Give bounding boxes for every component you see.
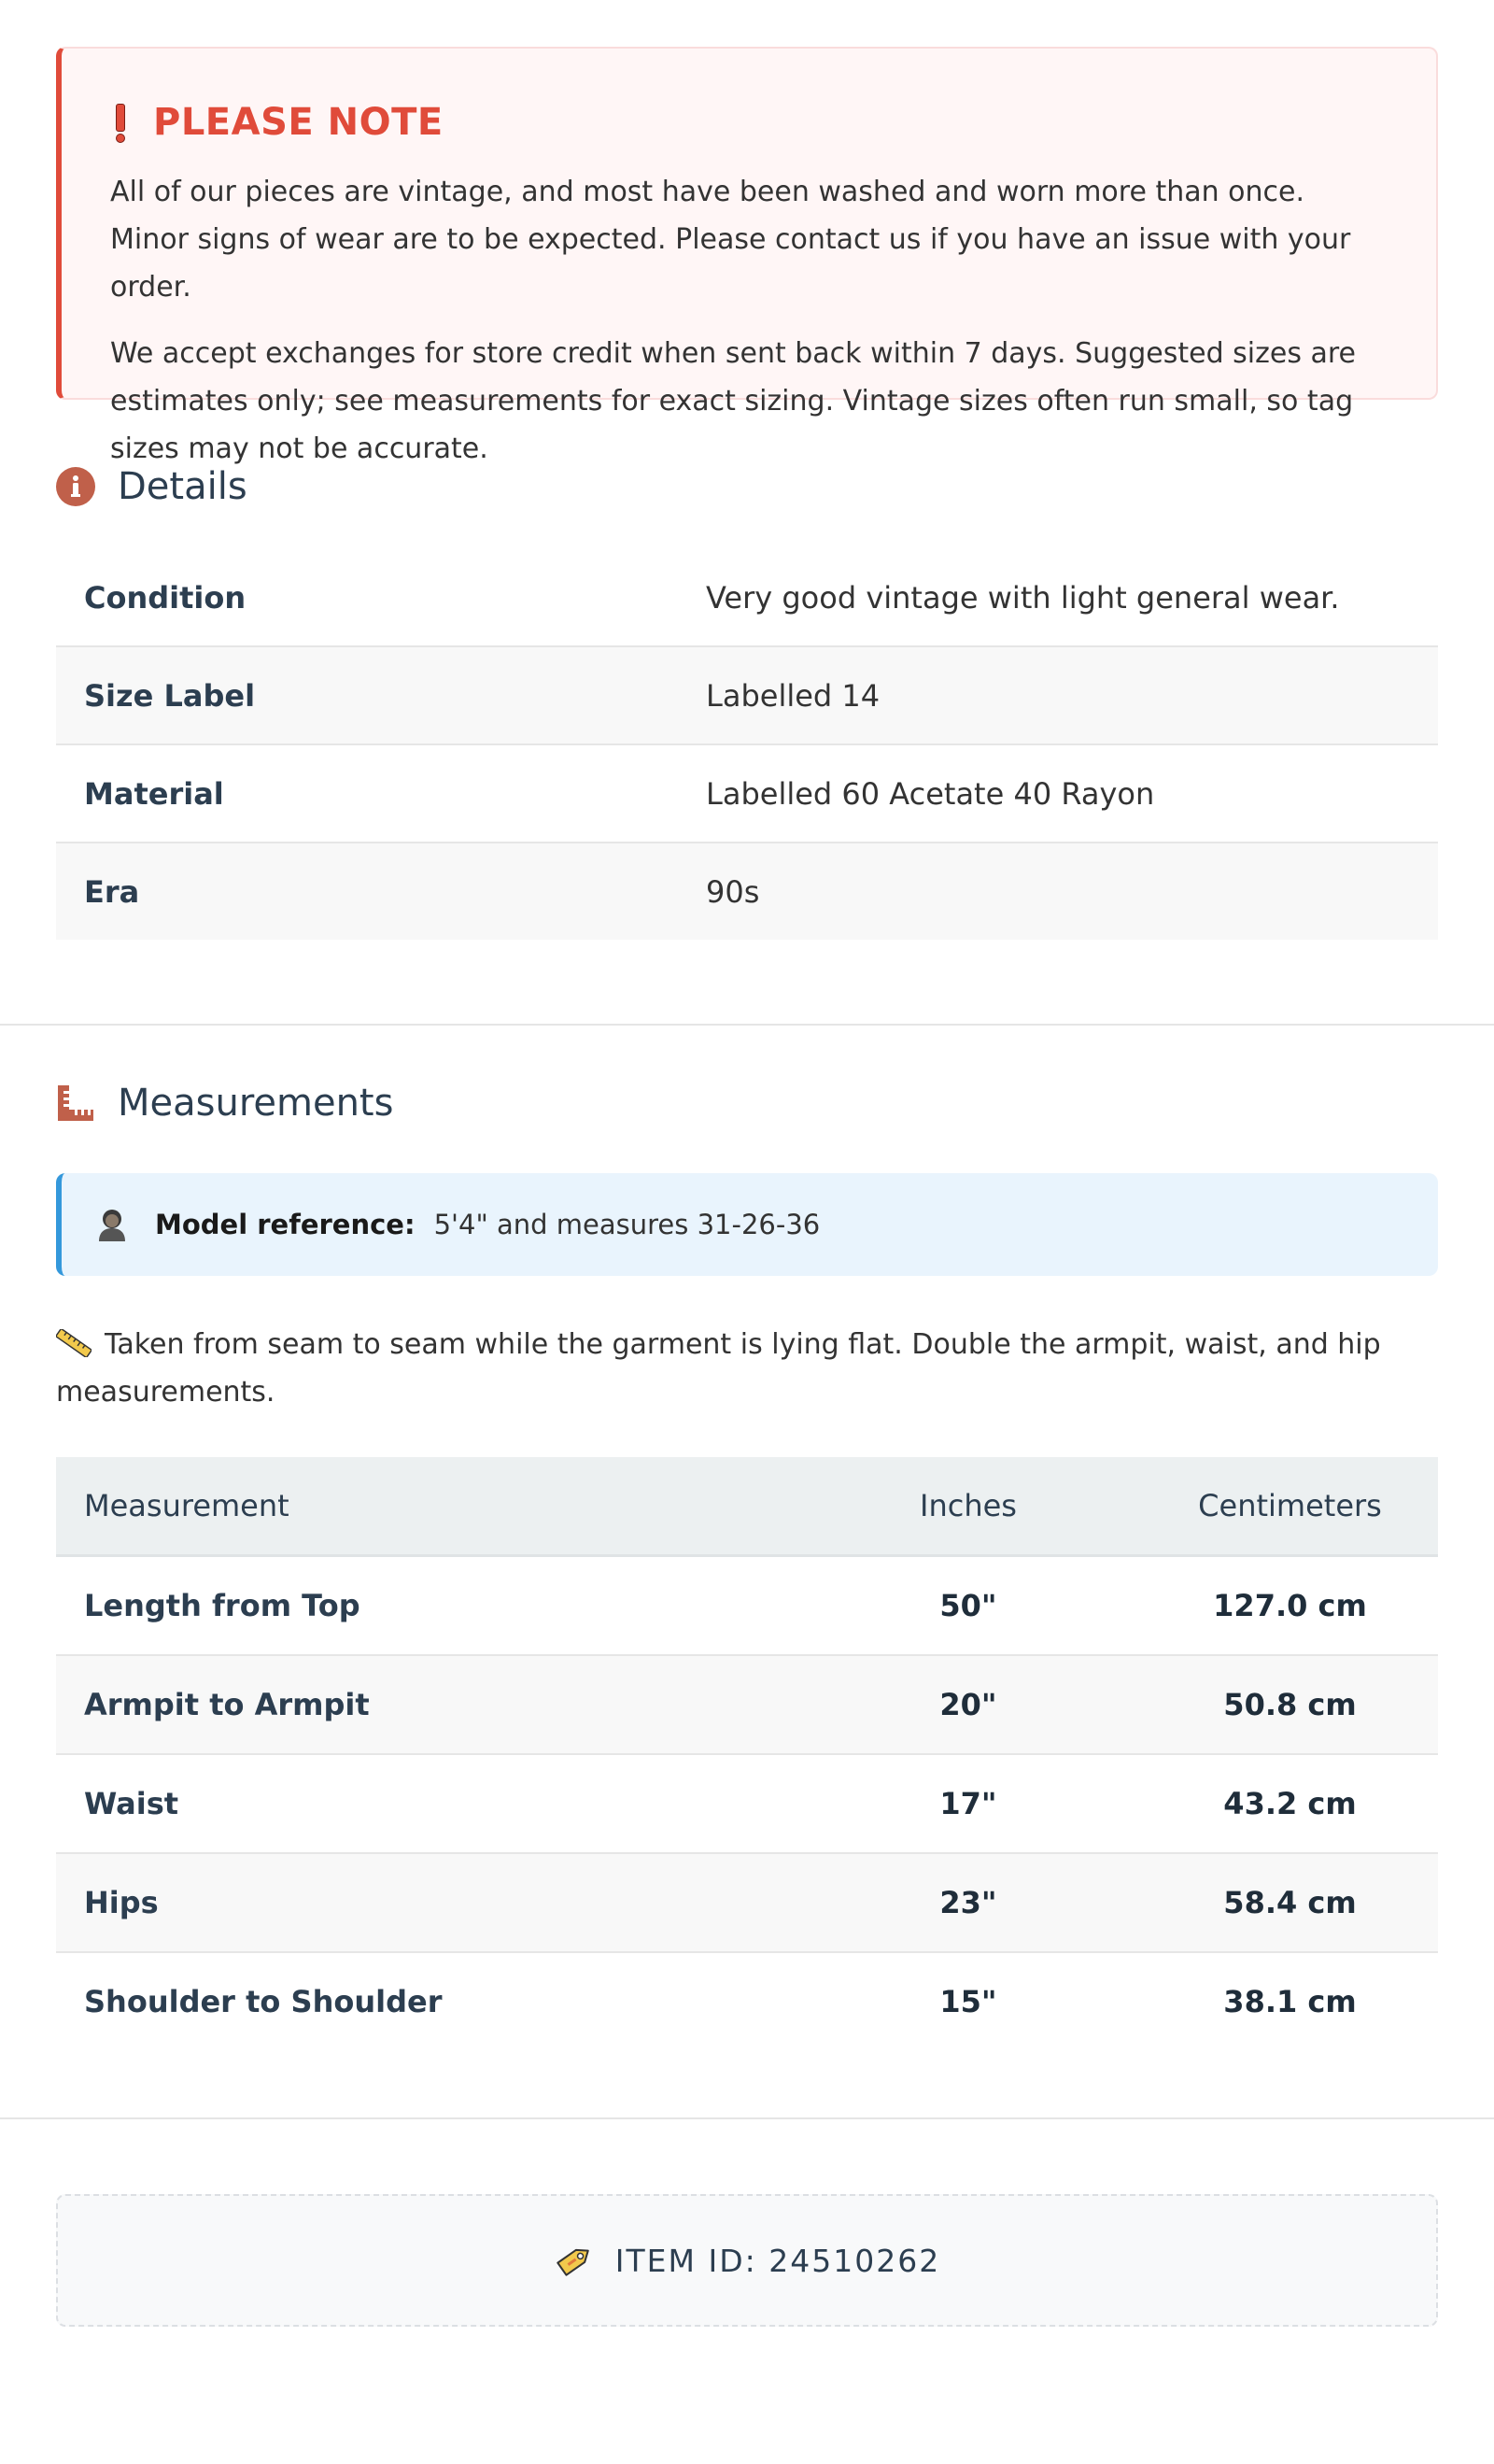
- measurement-inches: 23": [795, 1853, 1142, 1952]
- table-row: [56, 744, 1438, 843]
- measurements-table: [56, 1457, 1438, 2050]
- table-row: [56, 1754, 1438, 1853]
- exclamation-icon: [114, 104, 125, 141]
- measurements-heading: [56, 1082, 1438, 1125]
- measurements-title: Measurements: [118, 1082, 394, 1125]
- detail-value: Very good vintage with light general wear.: [706, 579, 1340, 616]
- measurement-name: Armpit to Armpit: [56, 1655, 795, 1754]
- person-icon: [95, 1208, 129, 1241]
- table-row: [56, 549, 1438, 646]
- detail-label: Material: [84, 775, 224, 812]
- detail-label: Era: [84, 873, 140, 910]
- table-header-row: [56, 1457, 1438, 1556]
- measurement-cm: 50.8 cm: [1142, 1655, 1438, 1754]
- measurement-name: Waist: [56, 1754, 795, 1853]
- table-row: [56, 646, 1438, 744]
- detail-value: Labelled 60 Acetate 40 Rayon: [706, 775, 1155, 812]
- measurement-name: Shoulder to Shoulder: [84, 1984, 443, 2019]
- table-row: [56, 843, 1438, 940]
- measurement-inches: 50": [795, 1556, 1142, 1656]
- measurement-note: [56, 1321, 1438, 1416]
- table-row: [56, 1556, 1438, 1656]
- column-header: Centimeters: [1142, 1457, 1438, 1556]
- notice-header: [110, 101, 1388, 144]
- section-divider: [0, 2117, 1494, 2119]
- column-header: Measurement: [56, 1457, 795, 1556]
- detail-value: 90s: [706, 873, 760, 910]
- product-info: [0, 0, 1494, 940]
- measurement-cm: 43.2 cm: [1142, 1754, 1438, 1853]
- notice-title: PLEASE NOTE: [153, 101, 444, 144]
- measurement-inches: 15": [939, 1984, 997, 2019]
- notice-paragraph: We accept exchanges for store credit when sent back within 7 days. Suggested sizes are estimates only; see measurements for exact sizing. Vintage sizes often run small, so tag sizes may not be accurate.: [110, 337, 1357, 465]
- measurements-section: [0, 1026, 1494, 2050]
- ruler-icon: [56, 1083, 95, 1123]
- measurement-cm: 127.0 cm: [1142, 1556, 1438, 1656]
- table-row: [56, 1952, 1438, 2050]
- item-id-box: [56, 2194, 1438, 2327]
- detail-label: Condition: [84, 579, 247, 616]
- item-footer: [0, 2194, 1494, 2327]
- measurement-name: Hips: [56, 1853, 795, 1952]
- details-table: [56, 549, 1438, 940]
- model-reference-label: Model reference:: [155, 1209, 416, 1240]
- measurement-inches: 17": [795, 1754, 1142, 1853]
- measurement-note-text: Taken from seam to seam while the garment is lying flat. Double the armpit, waist, and hip measurements.: [56, 1328, 1381, 1409]
- detail-label: Size Label: [84, 677, 256, 714]
- measurement-cm: 58.4 cm: [1142, 1853, 1438, 1952]
- notice-paragraph: All of our pieces are vintage, and most have been washed and worn more than once. Minor signs of wear are to be expected. Please contact us if you have an issue with your order.: [110, 176, 1351, 304]
- item-id: ITEM ID: 24510262: [614, 2242, 941, 2279]
- tag-icon: [554, 2240, 595, 2281]
- model-reference: [56, 1173, 1438, 1276]
- details-title: Details: [118, 465, 247, 508]
- model-reference-value: 5'4" and measures 31-26-36: [433, 1209, 821, 1240]
- info-icon: [56, 467, 95, 506]
- measurement-inches: 20": [795, 1655, 1142, 1754]
- table-row: [56, 1853, 1438, 1952]
- straight-ruler-icon: [56, 1329, 92, 1357]
- measurement-cm: 38.1 cm: [1223, 1984, 1357, 2019]
- table-row: [56, 1655, 1438, 1754]
- please-note-notice: [56, 47, 1438, 465]
- column-header: Inches: [795, 1457, 1142, 1556]
- measurement-name: Length from Top: [56, 1556, 795, 1656]
- detail-value: Labelled 14: [706, 677, 881, 714]
